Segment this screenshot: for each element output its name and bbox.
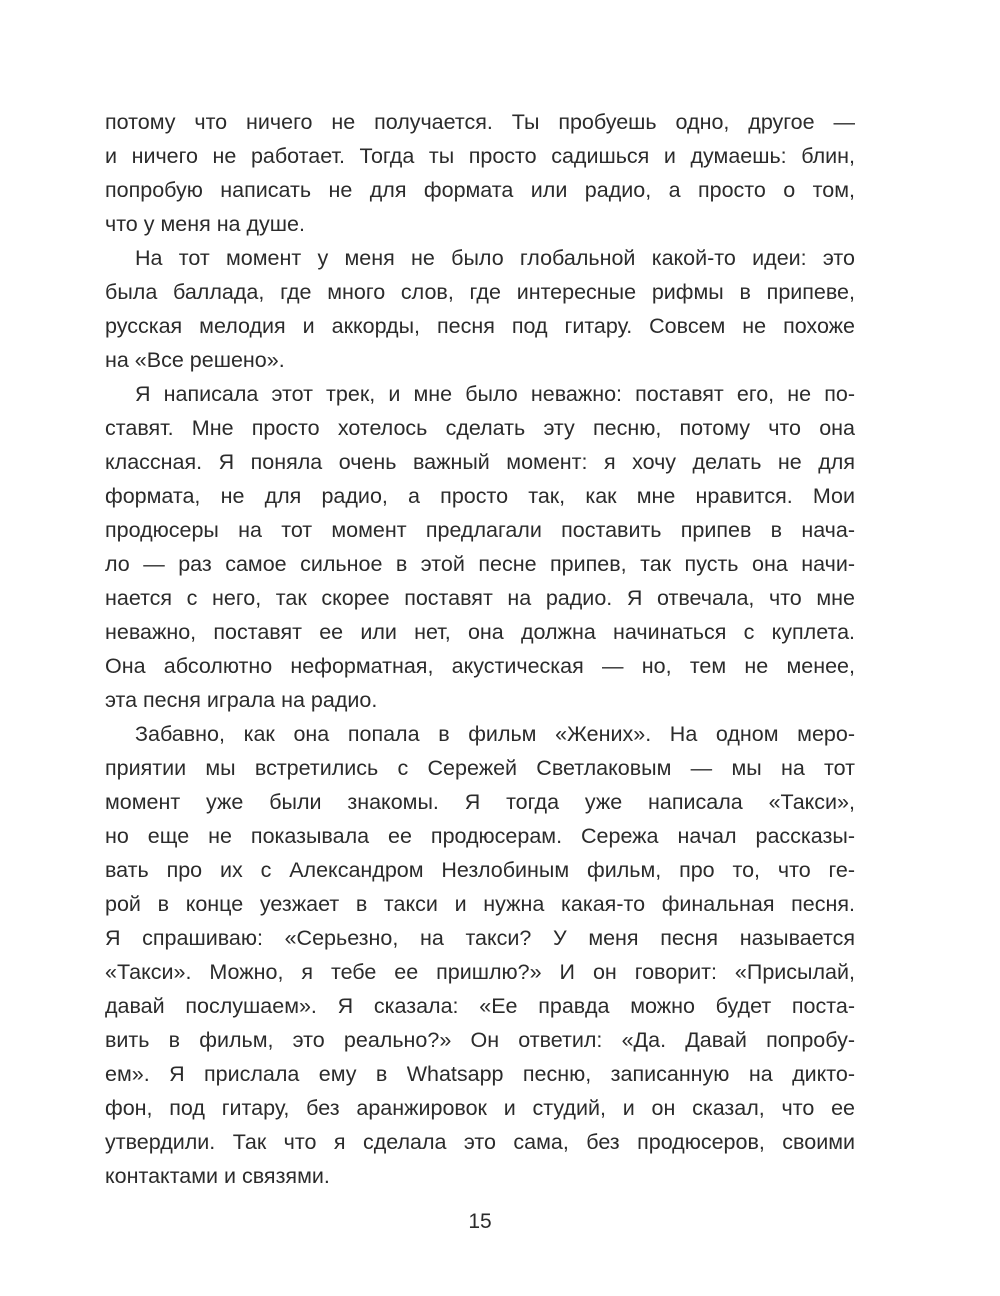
text-line: эта песня играла на радио. — [105, 688, 378, 712]
page-number: 15 — [468, 1210, 492, 1233]
paragraph — [105, 377, 855, 717]
text-line: Забавно, как она попала в фильм «Жених». На одном меро- — [135, 722, 855, 746]
text-line: потому что ничего не получается. Ты пробуешь одно, другое — — [105, 110, 855, 134]
text-line: попробую написать не для формата или радио, а просто о том, — [105, 178, 855, 202]
text-line: давай послушаем». Я сказала: «Ее правда можно будет поста- — [105, 994, 855, 1018]
text-line: «Такси». Можно, я тебе ее пришлю?» И он говорит: «Присылай, — [105, 960, 855, 984]
paragraph — [105, 105, 855, 241]
text-line: формата, не для радио, а просто так, как мне нравится. Мои — [105, 484, 855, 508]
text-line: рой в конце уезжает в такси и нужна какая-то финальная песня. — [105, 892, 855, 916]
text-line: классная. Я поняла очень важный момент: я хочу делать не для — [105, 450, 855, 474]
text-line: момент уже были знакомы. Я тогда уже написала «Такси», — [105, 790, 855, 814]
text-line: контактами и связями. — [105, 1164, 330, 1188]
text-line: фон, под гитару, без аранжировок и студий, и он сказал, что ее — [105, 1096, 855, 1120]
text-line: вать про их с Александром Незлобиным фильм, про то, что ге- — [105, 858, 855, 882]
text-line: вить в фильм, это реально?» Он ответил: «Да. Давай попробу- — [105, 1028, 855, 1052]
text-line: продюсеры на тот момент предлагали поставить припев в нача- — [105, 518, 855, 542]
text-line: ло — раз самое сильное в этой песне припев, так пусть она начи- — [105, 552, 855, 576]
text-line: На тот момент у меня не было глобальной какой-то идеи: это — [135, 246, 855, 270]
page-body-text — [105, 105, 855, 1193]
text-line: была баллада, где много слов, где интересные рифмы в припеве, — [105, 280, 855, 304]
paragraph — [105, 717, 855, 1193]
text-line: на «Все решено». — [105, 348, 285, 372]
text-line: но еще не показывала ее продюсерам. Сережа начал рассказы- — [105, 824, 855, 848]
text-line: Я спрашиваю: «Серьезно, на такси? У меня песня называется — [105, 926, 855, 950]
text-line: русская мелодия и аккорды, песня под гитару. Совсем не похоже — [105, 314, 855, 338]
text-line: Она абсолютно неформатная, акустическая — но, тем не менее, — [105, 654, 855, 678]
text-line: нается с него, так скорее поставят на радио. Я отвечала, что мне — [105, 586, 855, 610]
text-line: ем». Я прислала ему в Whatsapp песню, записанную на дикто- — [105, 1062, 855, 1086]
text-line: Я написала этот трек, и мне было неважно: поставят его, не по- — [135, 382, 855, 406]
text-line: и ничего не работает. Тогда ты просто садишься и думаешь: блин, — [105, 144, 855, 168]
text-line: неважно, поставят ее или нет, она должна начинаться с куплета. — [105, 620, 855, 644]
text-line: ставят. Мне просто хотелось сделать эту песню, потому что она — [105, 416, 855, 440]
text-line: что у меня на душе. — [105, 212, 305, 236]
text-line: приятии мы встретились с Сережей Светлаковым — мы на тот — [105, 756, 855, 780]
text-line: утвердили. Так что я сделала это сама, без продюсеров, своими — [105, 1130, 855, 1154]
paragraph — [105, 241, 855, 377]
